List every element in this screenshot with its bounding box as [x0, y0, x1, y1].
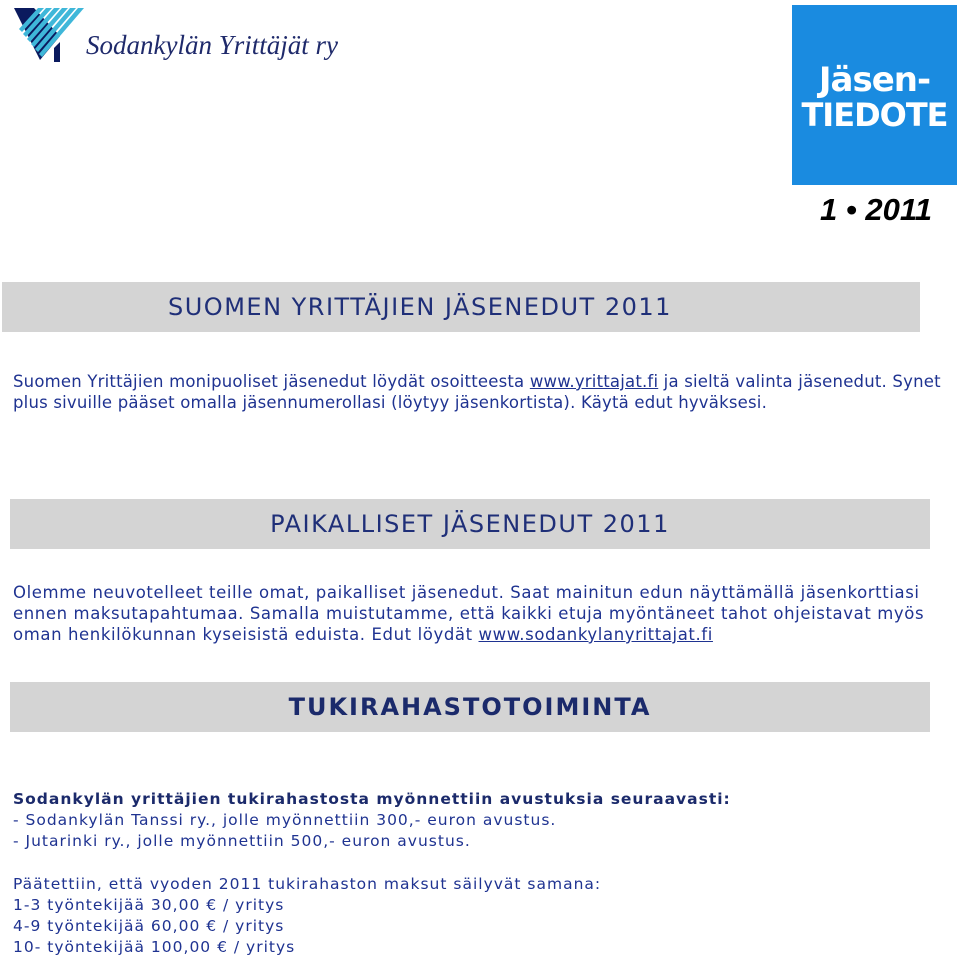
yrittajat-link[interactable]: www.yrittajat.fi	[529, 372, 659, 391]
section-heading-support-fund: TUKIRAHASTOTOIMINTA	[10, 682, 930, 732]
paragraph-text: ja sieltä valinta jäsenedut. Synet plus sivuille pääset omalla jäsennumerollasi (löytyy jäsenkortista). Käytä edut hyväksesi.	[13, 372, 941, 412]
fee-item: 10- työntekijää 100,00 € / yritys	[13, 938, 296, 956]
local-benefits-paragraph	[13, 582, 943, 645]
badge-line-1: Jäsen-	[818, 60, 931, 100]
organization-name: Sodankylän Yrittäjät ry	[86, 30, 338, 60]
jasentiedote-badge	[792, 5, 957, 185]
sodankylanyrittajat-link[interactable]: www.sodankylanyrittajat.fi	[478, 625, 713, 644]
grants-intro: Sodankylän yrittäjien tukirahastosta myönnettiin avustuksia seuraavasti:	[13, 790, 731, 808]
issue-number: 1 • 2011	[820, 192, 932, 227]
section-heading-member-benefits: SUOMEN YRITTÄJIEN JÄSENEDUT 2011	[2, 282, 920, 332]
grant-item: - Jutarinki ry., jolle myönnettiin 500,- euron avustus.	[13, 832, 471, 850]
grants-block	[13, 789, 948, 852]
fee-item: 4-9 työntekijää 60,00 € / yritys	[13, 917, 285, 935]
section-heading-local-benefits: PAIKALLISET JÄSENEDUT 2011	[10, 499, 930, 549]
fee-item: 1-3 työntekijää 30,00 € / yritys	[13, 896, 285, 914]
paragraph-text: Suomen Yrittäjien monipuoliset jäsenedut löydät osoitteesta	[13, 372, 530, 391]
organization-logo-icon	[14, 8, 86, 62]
fees-block	[13, 874, 948, 958]
fees-intro: Päätettiin, että vyoden 2011 tukirahaston maksut säilyvät samana:	[13, 875, 602, 893]
grant-item: - Sodankylän Tanssi ry., jolle myönnettiin 300,- euron avustus.	[13, 811, 557, 829]
paragraph-text: Olemme neuvotelleet teille omat, paikalliset jäsenedut. Saat mainitun edun näyttämällä jäsenkorttiasi ennen maksutapahtumaa. Samalla muistutamme, että kaikki etuja myöntäneet tahot ohjeistavat myös oman henkilökunnan kyseisistä eduista. Edut löydät	[13, 583, 925, 644]
badge-line-2: TIEDOTE	[801, 96, 948, 134]
member-benefits-paragraph	[13, 371, 943, 413]
